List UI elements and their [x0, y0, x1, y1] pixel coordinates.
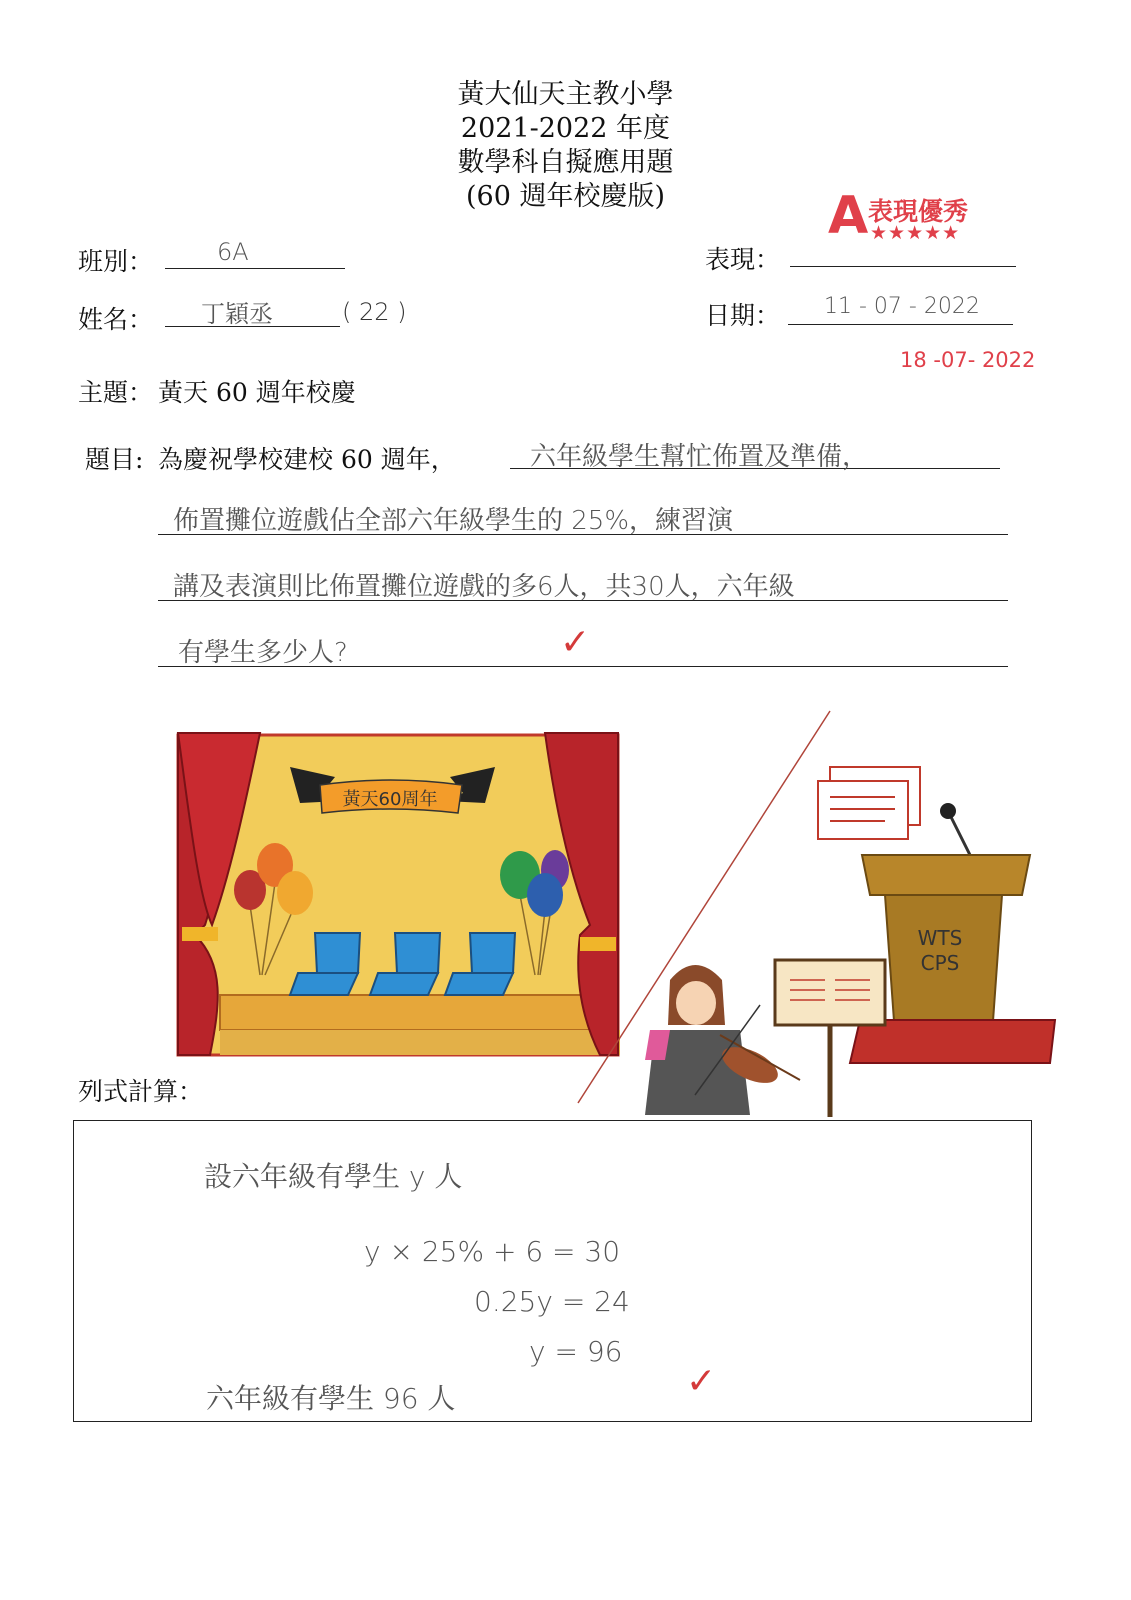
name-value: 丁穎丞: [201, 300, 273, 328]
question-text-4: 有學生多少人?: [178, 638, 348, 668]
podium-top: [862, 855, 1030, 895]
balloon-yellow: [277, 871, 313, 915]
edition-title: (60 週年校慶版): [465, 181, 665, 212]
name-label: 姓名：: [78, 305, 154, 334]
question-text-2: 佈置攤位遊戲佔全部六年級學生的 25%，練習演: [173, 506, 734, 536]
class-value: 6A: [217, 238, 249, 266]
podium-text-2: CPS: [920, 951, 960, 975]
stamp-text: 表現優秀: [868, 197, 969, 226]
school-name: 黃大仙天主教小學: [457, 79, 674, 110]
question-line-2: [158, 496, 1008, 535]
date-value: 11 - 07 - 2022: [824, 294, 980, 319]
question-check-mark: ✓: [560, 622, 591, 663]
class-number: ( 22 ): [342, 298, 407, 326]
equation-1: y × 25% + 6 = 30: [364, 1235, 621, 1268]
music-sheet: [775, 960, 885, 1025]
working-label: 列式計算：: [78, 1077, 204, 1106]
performance-label: 表現：: [705, 245, 781, 274]
question-printed-text: 為慶祝學校建校 60 週年，: [158, 445, 456, 474]
class-label: 班別：: [78, 247, 154, 276]
checked-date-stamp: 18 -07- 2022: [900, 348, 1036, 372]
topic-value: 黃天 60 週年校慶: [158, 378, 356, 407]
microphone-stand: [950, 815, 970, 855]
class-field: [165, 232, 345, 269]
stage-floor: [220, 995, 605, 1030]
topic-label: 主題：: [78, 378, 154, 407]
date-field: [788, 290, 1013, 325]
stamp-grade: A: [828, 186, 869, 246]
speech-papers: [818, 767, 920, 839]
school-year: 2021-2022 年度: [460, 113, 671, 144]
stage-chairs: [290, 933, 515, 995]
let-statement: 設六年級有學生 y 人: [204, 1160, 463, 1193]
date-label: 日期：: [705, 301, 781, 330]
banner-text: 黃天60周年: [342, 789, 438, 810]
question-text-1: 六年級學生幫忙佈置及準備，: [530, 442, 869, 472]
question-line-3: [158, 562, 1008, 601]
stage-front: [220, 1030, 620, 1055]
right-curtain-tie: [580, 937, 616, 951]
name-field: [165, 292, 340, 327]
equation-2: 0.25y = 24: [474, 1285, 630, 1318]
question-text-3: 講及表演則比佈置攤位遊戲的多6人，共30人，六年級: [173, 572, 795, 602]
question-line-1: [510, 432, 1000, 472]
microphone-icon: [940, 803, 956, 819]
answer-statement: 六年級有學生 96 人: [206, 1382, 456, 1415]
performance-field: [790, 230, 1016, 267]
celebration-drawing: [150, 705, 1060, 1125]
question-label: 題目:: [85, 445, 144, 474]
podium-text-1: WTS: [917, 926, 963, 950]
balloon-blue: [527, 873, 563, 917]
answer-check-mark: ✓: [686, 1361, 717, 1402]
left-curtain-tie: [182, 927, 218, 941]
stamp-stars: ★★★★★: [870, 222, 961, 244]
equation-3: y = 96: [529, 1335, 623, 1368]
subject-title: 數學科自擬應用題: [457, 147, 674, 178]
working-box: [73, 1120, 1032, 1422]
